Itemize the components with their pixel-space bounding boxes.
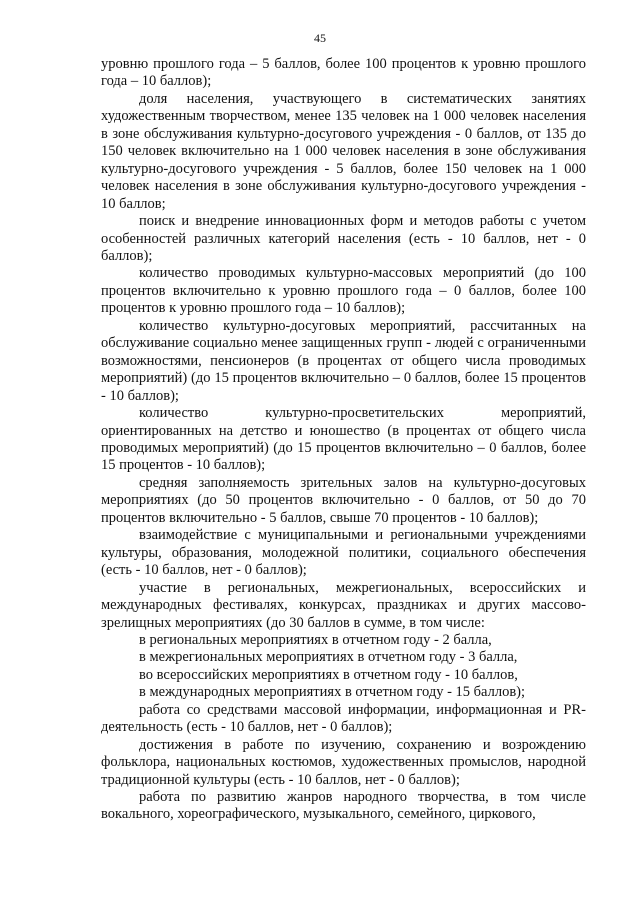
list-item: в региональных мероприятиях в отчетном году - 2 балла, bbox=[139, 631, 492, 648]
paragraph-criterion: количество культурно-просветительских мероприятий, ориентированных на детство и юношество (в процентах от общего числа проводимых мероприятий) (до 15 процентов включительно – 0 баллов, более 15 процентов - 10 баллов); bbox=[101, 405, 586, 474]
list-item: в международных мероприятиях в отчетном году - 15 баллов); bbox=[139, 684, 526, 701]
paragraph-criterion: достижения в работе по изучению, сохранению и возрождению фольклора, национальных костюмов, художественных промыслов, народной традиционной культуры (есть - 10 баллов, нет - 0 баллов); bbox=[101, 736, 586, 788]
paragraph-criterion: средняя заполняемость зрительных залов на культурно-досуговых мероприятиях (до 50 процентов включительно - 0 баллов, от 50 до 70 процентов включительно - 5 баллов, свыше 70 процентов - 10 баллов); bbox=[101, 474, 586, 526]
paragraph-continuation: уровню прошлого года – 5 баллов, более 100 процентов к уровню прошлого года – 10 баллов); bbox=[101, 56, 586, 90]
paragraph-criterion: поиск и внедрение инновационных форм и методов работы с учетом особенностей различных категорий населения (есть - 10 баллов, нет - 0 баллов); bbox=[101, 213, 586, 264]
document-body bbox=[101, 56, 586, 824]
paragraph-criterion: участие в региональных, межрегиональных, всероссийских и международных фестивалях, конкурсах, праздниках и других массово-зрелищных мероприятиях (до 30 баллов в сумме, в том числе: bbox=[101, 579, 586, 631]
paragraph-criterion: доля населения, участвующего в систематических занятиях художественным творчеством, менее 135 человек на 1 000 человек населения в зоне обслуживания культурно-досугового учреждения - 0 баллов, от 135 до 150 человек включительно на 1 000 человек населения в зоне обслуживания культурно-досугового учреждения - 5 баллов, более 150 человек на 1 000 человек населения в зоне обслуживания культурно-досугового учреждения - 10 баллов; bbox=[101, 90, 586, 212]
paragraph-criterion: взаимодействие с муниципальными и региональными учреждениями культуры, образования, молодежной политики, социального обеспечения (есть - 10 баллов, нет - 0 баллов); bbox=[101, 527, 586, 579]
paragraph-criterion: количество культурно-досуговых мероприятий, рассчитанных на обслуживание социально менее защищенных групп - людей с ограниченными возможностями, пенсионеров (в процентах от общего числа проводимых мероприятий) (до 15 процентов включительно – 0 баллов, более 15 процентов - 10 баллов); bbox=[101, 317, 586, 404]
paragraph-criterion: работа со средствами массовой информации, информационная и PR-деятельность (есть - 10 баллов, нет - 0 баллов); bbox=[101, 701, 586, 736]
list-item: во всероссийских мероприятиях в отчетном году - 10 баллов, bbox=[139, 666, 518, 683]
list-item: в межрегиональных мероприятиях в отчетном году - 3 балла, bbox=[139, 649, 518, 666]
page-number: 45 bbox=[314, 31, 326, 45]
paragraph-criterion: количество проводимых культурно-массовых мероприятий (до 100 процентов включительно к уровню прошлого года – 0 баллов, более 100 процентов к уровню прошлого года – 10 баллов); bbox=[101, 265, 586, 317]
paragraph-criterion: работа по развитию жанров народного творчества, в том числе вокального, хореографического, музыкального, семейного, циркового, bbox=[101, 789, 586, 823]
